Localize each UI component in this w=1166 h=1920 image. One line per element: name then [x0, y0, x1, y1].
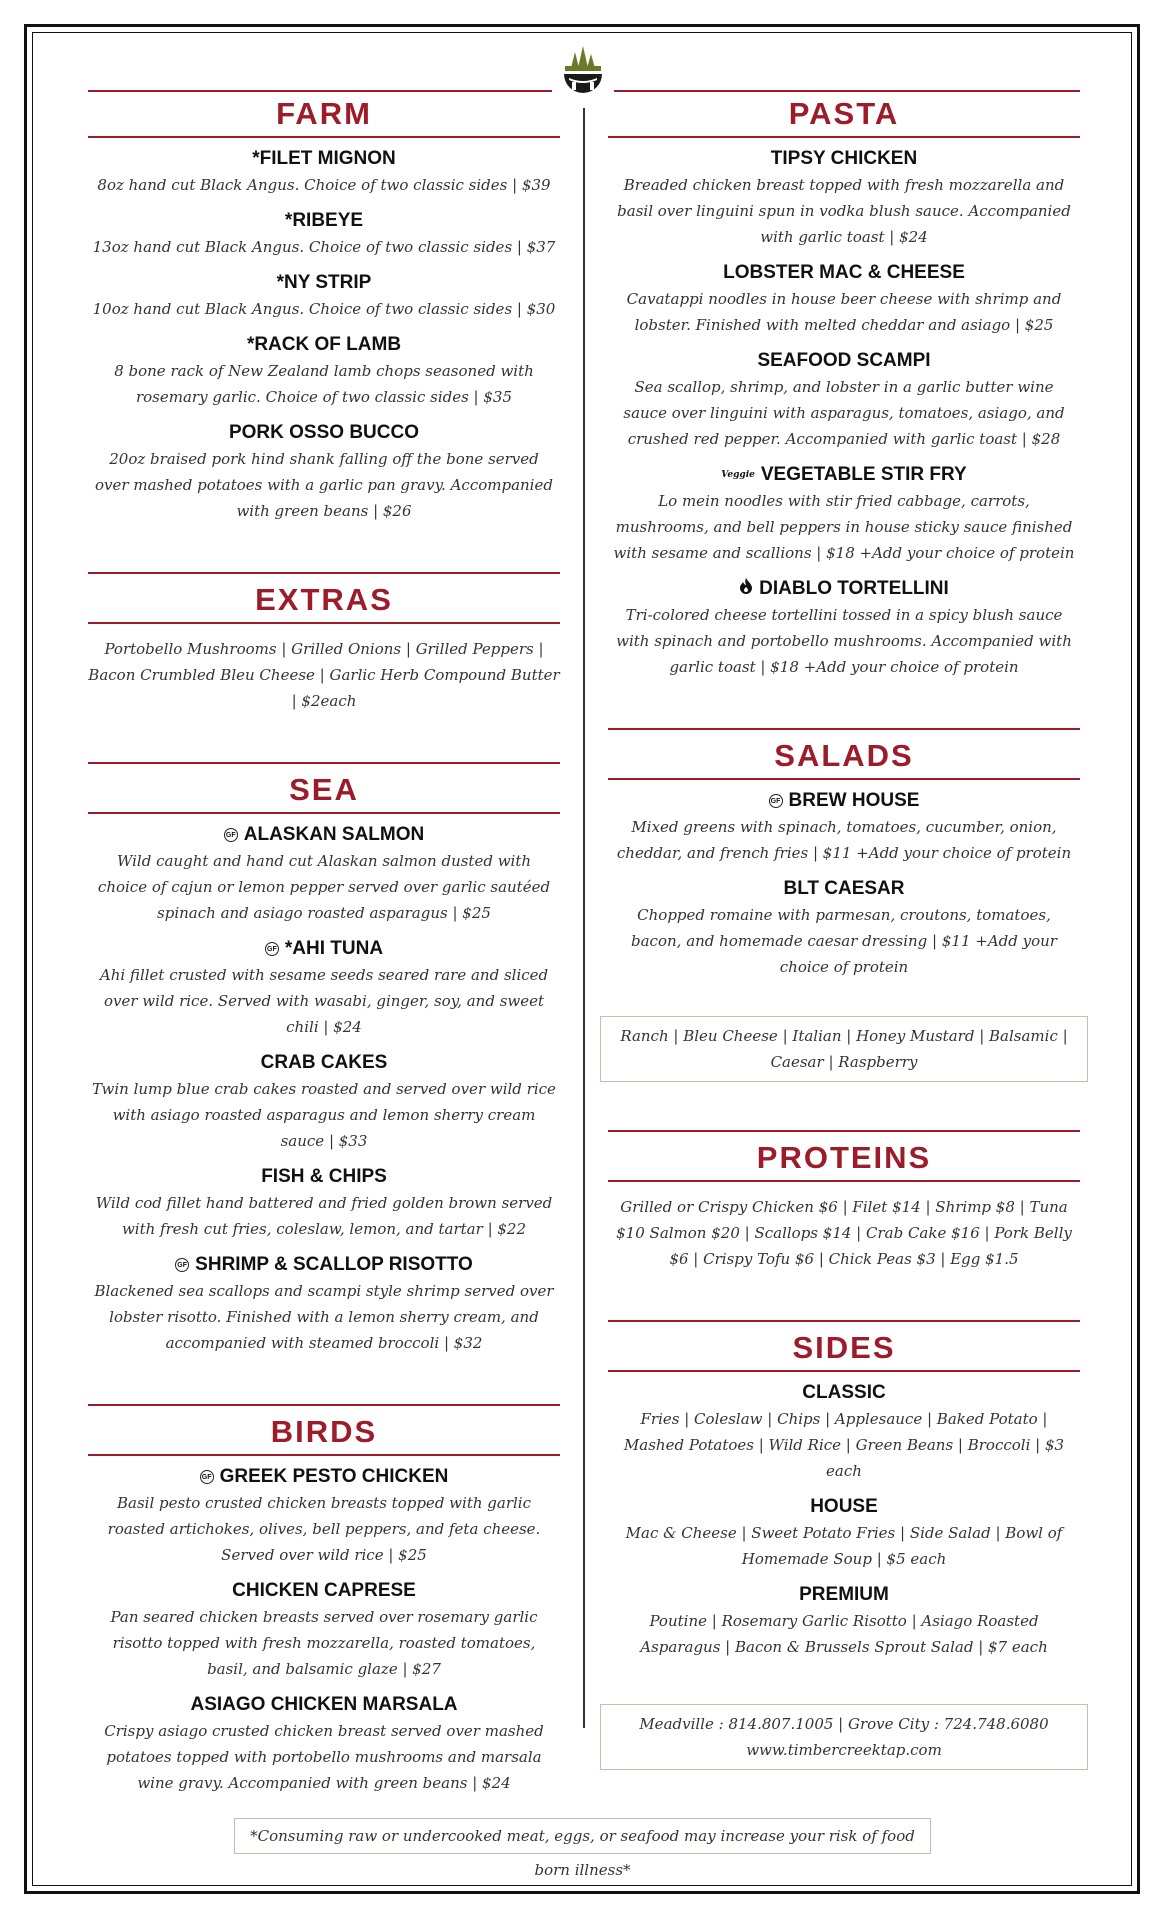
- item-description: Lo mein noodles with stir fried cabbage, carrots, mushrooms, and bell peppers in house sticky sauce finished with sesame and scallions | $18 +Add your choice of protein: [613, 492, 1075, 563]
- menu-item: [88, 332, 560, 410]
- item-description: Mac & Cheese | Sweet Potato Fries | Side Salad | Bowl of Homemade Soup | $5 each: [625, 1524, 1063, 1569]
- food-safety-disclaimer: *Consuming raw or undercooked meat, eggs, or seafood may increase your risk of food born illness*: [234, 1818, 931, 1854]
- section-header: [608, 94, 1080, 138]
- item-name: [608, 788, 1080, 814]
- item-name: ASIAGO CHICKEN MARSALA: [190, 1694, 458, 1715]
- item-description: Cavatappi noodles in house beer cheese with shrimp and lobster. Finished with melted cheddar and asiago | $25: [626, 290, 1062, 334]
- menu-item: [608, 1494, 1080, 1572]
- menu-item: [608, 146, 1080, 250]
- item-name-text: SHRIMP & SCALLOP RISOTTO: [195, 1254, 473, 1275]
- section-title: SIDES: [792, 1330, 896, 1366]
- section-birds: [88, 1404, 560, 1796]
- menu-item: [88, 822, 560, 926]
- item-description: Mixed greens with spinach, tomatoes, cucumber, onion, cheddar, and french fries | $11 +Add your choice of protein: [616, 818, 1072, 863]
- item-description: Ahi fillet crusted with sesame seeds seared rare and sliced over wild rice. Served with wasabi, ginger, soy, and sweet chili | $24: [99, 966, 549, 1036]
- item-name: PREMIUM: [799, 1584, 889, 1606]
- flame-icon: [739, 576, 753, 602]
- item-name-text: BREW HOUSE: [788, 790, 920, 812]
- menu-item: [88, 270, 560, 322]
- item-name-text: GREEK PESTO CHICKEN: [219, 1466, 449, 1487]
- menu-item: [608, 788, 1080, 866]
- item-name: [608, 576, 1080, 602]
- restaurant-logo: [561, 44, 605, 104]
- section-header: [88, 572, 560, 624]
- item-name: BLT CAESAR: [783, 878, 905, 900]
- section-header: [88, 1404, 560, 1456]
- item-name: *RIBEYE: [284, 210, 364, 231]
- item-name: [88, 1464, 560, 1490]
- item-name: CHICKEN CAPRESE: [232, 1580, 416, 1601]
- left-column: [88, 94, 560, 1806]
- menu-item: [88, 1692, 560, 1796]
- section-title: BIRDS: [270, 1414, 378, 1449]
- section-title: SEA: [289, 772, 359, 807]
- item-description: Poutine | Rosemary Garlic Risotto | Asiago Roasted Asparagus | Bacon & Brussels Sprout Salad | $7 each: [640, 1612, 1048, 1657]
- section-header: [608, 728, 1080, 780]
- item-description: Tri-colored cheese tortellini tossed in a spicy blush sauce with spinach and portobello mushrooms. Accompanied with garlic toast | $18 +Add your choice of protein: [616, 606, 1072, 677]
- item-description: 10oz hand cut Black Angus. Choice of two classic sides | $30: [92, 300, 556, 318]
- menu-item: [608, 462, 1080, 566]
- item-name-text: VEGETABLE STIR FRY: [760, 464, 967, 486]
- dressing-options: Ranch | Bleu Cheese | Italian | Honey Mustard | Balsamic | Caesar | Raspberry: [600, 1016, 1088, 1082]
- gluten-free-icon: GF: [224, 828, 238, 842]
- proteins-list: Grilled or Crispy Chicken $6 | Filet $14 | Shrimp $8 | Tuna $10 Salmon $20 | Scallops $14 | Crab Cake $16 | Pork Belly $6 | Crispy Tofu $6 | Chick Peas $3 | Egg $1.5: [616, 1198, 1072, 1269]
- item-description: Crispy asiago crusted chicken breast served over mashed potatoes topped with portobello mushrooms and marsala wine gravy. Accompanied with green beans | $24: [104, 1722, 544, 1792]
- menu-item: [88, 1164, 560, 1242]
- item-name: HOUSE: [810, 1496, 878, 1518]
- menu-item: [608, 348, 1080, 452]
- gluten-free-icon: GF: [769, 794, 783, 808]
- item-description: 13oz hand cut Black Angus. Choice of two classic sides | $37: [92, 238, 556, 256]
- menu-item: [88, 1252, 560, 1356]
- section-title: PROTEINS: [756, 1140, 932, 1176]
- item-description: Twin lump blue crab cakes roasted and served over wild rice with asiago roasted asparagus and lemon sherry cream sauce | $33: [92, 1080, 556, 1150]
- menu-item: [608, 260, 1080, 338]
- section-title: PASTA: [788, 96, 900, 131]
- menu-item: [88, 1464, 560, 1568]
- item-description: Fries | Coleslaw | Chips | Applesauce | Baked Potato | Mashed Potatoes | Wild Rice | Green Beans | Broccoli | $3 each: [623, 1410, 1065, 1481]
- section-title: SALADS: [774, 738, 914, 774]
- top-rule-right: [614, 90, 1080, 92]
- item-name: *RACK OF LAMB: [246, 334, 402, 355]
- item-description: Pan seared chicken breasts served over rosemary garlic risotto topped with fresh mozzarella, roasted tomatoes, basil, and balsamic glaze | $27: [110, 1608, 538, 1678]
- section-header: [608, 1130, 1080, 1182]
- item-name: TIPSY CHICKEN: [770, 148, 918, 169]
- item-name: LOBSTER MAC & CHEESE: [723, 262, 965, 283]
- section-header: [88, 94, 560, 138]
- contact-box: [600, 1704, 1088, 1770]
- section-salads: [608, 728, 1080, 1082]
- section-sides: [608, 1320, 1080, 1770]
- item-description: 8oz hand cut Black Angus. Choice of two classic sides | $39: [97, 176, 551, 194]
- gluten-free-icon: GF: [200, 1470, 214, 1484]
- menu-item: [88, 146, 560, 198]
- item-description: Wild cod fillet hand battered and fried golden brown served with fresh cut fries, coleslaw, lemon, and tartar | $22: [95, 1194, 553, 1238]
- phone-numbers: Meadville : 814.807.1005 | Grove City : 724.748.6080: [639, 1715, 1049, 1734]
- section-farm: [88, 94, 560, 524]
- menu-item: [88, 420, 560, 524]
- section-header: [88, 762, 560, 814]
- item-description: 20oz braised pork hind shank falling off the bone served over mashed potatoes with a garlic pan gravy. Accompanied with green beans | $26: [95, 450, 553, 520]
- item-description: Basil pesto crusted chicken breasts topped with garlic roasted artichokes, olives, bell peppers, and feta cheese. Served over wild rice | $25: [107, 1494, 541, 1564]
- item-name: PORK OSSO BUCCO: [228, 422, 420, 443]
- gluten-free-icon: GF: [175, 1258, 189, 1272]
- menu-item: [88, 936, 560, 1040]
- item-name-text: ALASKAN SALMON: [243, 824, 425, 845]
- item-description: 8 bone rack of New Zealand lamb chops seasoned with rosemary garlic. Choice of two classic sides | $35: [114, 362, 534, 406]
- item-name: [88, 936, 560, 962]
- website-link[interactable]: www.timbercreektap.com: [746, 1741, 942, 1760]
- section-title: EXTRAS: [255, 582, 393, 617]
- menu-item: [608, 1380, 1080, 1484]
- gluten-free-icon: GF: [265, 942, 279, 956]
- item-name-text: DIABLO TORTELLINI: [759, 578, 949, 600]
- menu-item: [608, 576, 1080, 680]
- menu-item: [608, 1582, 1080, 1660]
- section-title: FARM: [276, 96, 372, 131]
- item-name: CRAB CAKES: [260, 1052, 388, 1073]
- item-description: Sea scallop, shrimp, and lobster in a garlic butter wine sauce over linguini with asparagus, tomatoes, asiago, and crushed red pepper. Accompanied with garlic toast | $28: [623, 378, 1065, 448]
- extras-list: Portobello Mushrooms | Grilled Onions | Grilled Peppers | Bacon Crumbled Bleu Cheese | Garlic Herb Compound Butter | $2each: [88, 640, 560, 710]
- item-description: Breaded chicken breast topped with fresh mozzarella and basil over linguini spun in vodka blush sauce. Accompanied with garlic toast | $24: [617, 176, 1071, 246]
- item-name-text: *AHI TUNA: [284, 938, 384, 959]
- menu-item: [88, 1050, 560, 1154]
- section-proteins: [608, 1130, 1080, 1272]
- section-pasta: [608, 94, 1080, 680]
- item-description: Chopped romaine with parmesan, croutons, tomatoes, bacon, and homemade caesar dressing | $11 +Add your choice of protein: [631, 906, 1057, 977]
- section-header: [608, 1320, 1080, 1372]
- item-name: [608, 462, 1080, 488]
- top-rule-left: [88, 90, 552, 92]
- menu-item: [88, 1578, 560, 1682]
- item-name: CLASSIC: [802, 1382, 886, 1404]
- item-name: [88, 1252, 560, 1278]
- item-description: Blackened sea scallops and scampi style shrimp served over lobster risotto. Finished with a lemon sherry cream, and accompanied with steamed broccoli | $32: [94, 1282, 554, 1352]
- menu-item: [608, 876, 1080, 980]
- item-name: SEAFOOD SCAMPI: [757, 350, 931, 371]
- item-name: FISH & CHIPS: [261, 1166, 387, 1187]
- column-divider: [583, 108, 585, 1728]
- right-column: [608, 94, 1080, 1770]
- menu-item: [88, 208, 560, 260]
- item-name: *NY STRIP: [276, 272, 372, 293]
- section-sea: [88, 762, 560, 1356]
- veggie-icon: Veggie: [721, 470, 755, 480]
- item-name: *FILET MIGNON: [252, 148, 396, 169]
- item-name: [88, 822, 560, 848]
- section-extras: [88, 572, 560, 714]
- item-description: Wild caught and hand cut Alaskan salmon dusted with choice of cajun or lemon pepper served over garlic sautéed spinach and asiago roasted asparagus | $25: [97, 852, 551, 922]
